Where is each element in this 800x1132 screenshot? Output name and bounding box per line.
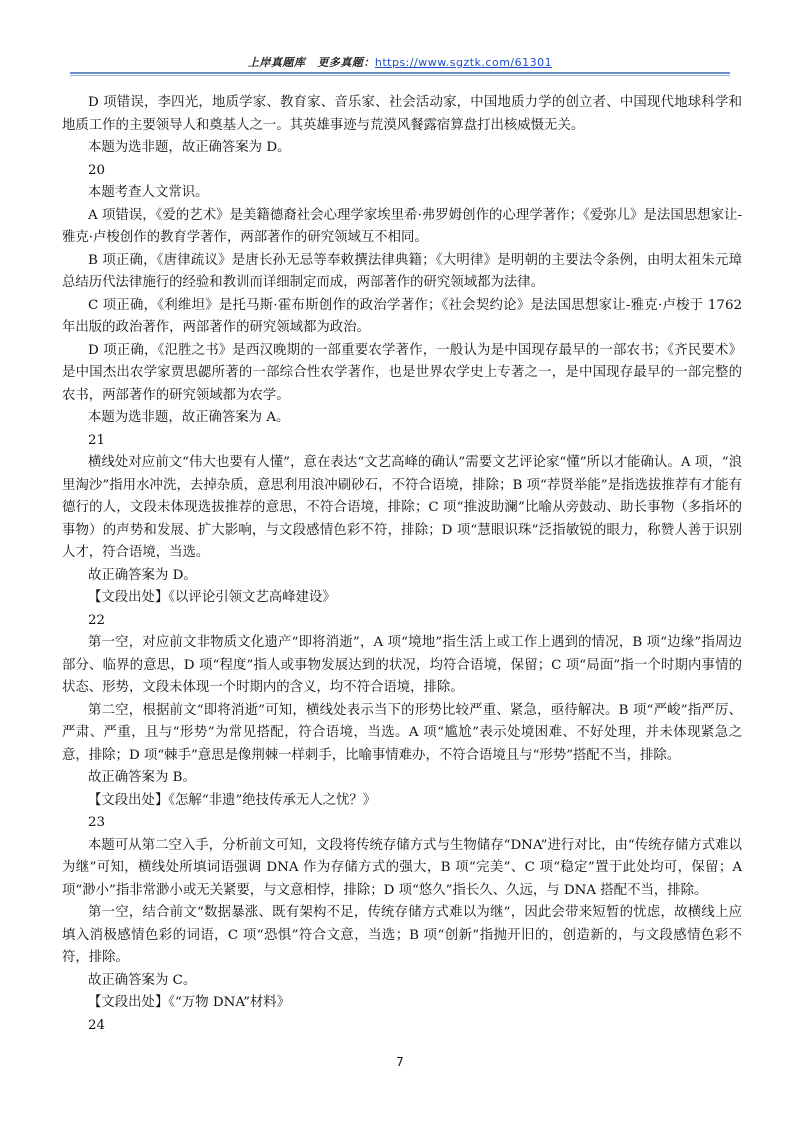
source-citation: 【文段出处】《怎解“非遗”绝技传承无人之忧？》	[88, 792, 377, 808]
question-number: 22	[88, 612, 106, 628]
paragraph: 本题为选非题，故正确答案为 D。	[88, 140, 291, 155]
question-number: 20	[88, 162, 106, 178]
paragraph: 本题为选非题，故正确答案为 A。	[88, 410, 290, 425]
paragraph: 故正确答案为 C。	[88, 972, 197, 988]
paragraph: 第一空，结合前文“数据暴涨、既有架构不足，传统存储方式难以为继”，因此会带来短暂的忧虑，故横线上应填入消极感情色彩的词语，C 项“恐惧”符合文意，当选；B 项“创新”指抛开旧的，创造新的，与文段感情色彩不符，排除。	[62, 905, 742, 965]
paragraph: 第二空，根据前文“即将消逝”可知，横线处表示当下的形势比较严重、紧急，亟待解决。B 项“严峻”指严厉、严肃、严重，且与“形势”为常见搭配，符合语境，当选。A 项“尴尬”表示处境困难、不好处理，并未体现紧急之意，排除；D 项“棘手”意思是像荆棘一样刺手，比喻事情难办，不符合语境且与“形势”搭配不当，排除。	[62, 702, 742, 763]
paragraph: B 项正确，《唐律疏议》是唐长孙无忌等奉敕撰法律典籍；《大明律》是明朝的主要法令条例，由明太祖朱元璋总结历代法律施行的经验和教训而详细制定而成，两部著作的研究领域都为法律。	[62, 252, 742, 290]
paragraph: 故正确答案为 D。	[88, 567, 197, 583]
question-number: 21	[88, 432, 106, 448]
paragraph: A 项错误，《爱的艺术》是美籍德裔社会心理学家埃里希·弗罗姆创作的心理学著作；《爱弥儿》是法国思想家让-雅克·卢梭创作的教育学著作，两部著作的研究领域互不相同。	[62, 207, 742, 245]
source-citation: 【文段出处】《“万物 DNA”材料》	[88, 995, 291, 1010]
source-link[interactable]: https://www.sgztk.com/61301	[374, 56, 553, 69]
page-number: 7	[396, 1055, 404, 1069]
question-number: 24	[88, 1017, 106, 1033]
paragraph: 第一空，对应前文非物质文化遗产“即将消逝”，A 项“境地”指生活上或工作上遇到的情况，B 项“边缘”指周边部分、临界的意思，D 项“程度”指人或事物发展达到的状况，均符合语境，保留；C 项“局面”指一个时期内事情的状态、形势，文段未体现一个时期内的含义，均不符合语境，排除。	[62, 635, 742, 695]
paragraph: 本题可从第二空入手，分析前文可知，文段将传统存储方式与生物储存“DNA”进行对比，由“传统存储方式难以为继”可知，横线处所填词语强调 DNA 作为存储方式的强大，B 项“完美”、C 项“稳定”置于此处均可，保留；A 项“渺小”指非常渺小或无关紧要，与文意相悖，排除；D 项“悠久”指长久、久远，与 DNA 搭配不当，排除。	[62, 837, 742, 898]
page-header	[0, 54, 800, 70]
paragraph: 横线处对应前文“伟大也要有人懂”，意在表达“文艺高峰的确认”需要文艺评论家“懂”所以才能确认。A 项，“浪里淘沙”指用水冲洗，去掉杂质，意思利用浪冲刷砂石，不符合语境，排除；B 项“荐贤举能”是指选拔推荐有才能有德行的人，文段未体现选拔推荐的意思，不符合语境，排除；C 项“推波助澜”比喻从旁鼓动、助长事物（多指坏的事物）的声势和发展、扩大影响，与文段感情色彩不符，排除；D 项“慧眼识珠”泛指敏锐的眼力，称赞人善于识别人才，符合语境，当选。	[62, 455, 742, 560]
more-questions-label: 更多真题：	[317, 56, 375, 69]
paragraph: D 项错误，李四光，地质学家、教育家、音乐家、社会活动家，中国地质力学的创立者、中国现代地球科学和地质工作的主要领导人和奠基人之一。其英雄事迹与荒漠风餐露宿算盘打出核威慑无关。	[62, 95, 742, 133]
brand-label: 上岸真题库	[247, 56, 306, 69]
header-divider-thin	[70, 75, 730, 76]
paragraph: C 项正确，《利维坦》是托马斯·霍布斯创作的政治学著作；《社会契约论》是法国思想家让-雅克·卢梭于 1762 年出版的政治著作，两部著作的研究领域都为政治。	[62, 297, 742, 335]
source-citation: 【文段出处】《以评论引领文艺高峰建设》	[88, 590, 336, 605]
paragraph: D 项正确，《氾胜之书》是西汉晚期的一部重要农学著作，一般认为是中国现存最早的一部农书；《齐民要术》是中国杰出农学家贾思勰所著的一部综合性农学著作，也是世界农学史上专著之一，是中国现存最早的一部完整的农书，两部著作的研究领域都为农学。	[62, 342, 742, 403]
paragraph: 本题考查人文常识。	[88, 185, 209, 200]
document-body	[62, 92, 742, 1037]
header-divider	[70, 72, 730, 74]
question-number: 23	[88, 815, 106, 830]
paragraph: 故正确答案为 B。	[88, 770, 196, 785]
